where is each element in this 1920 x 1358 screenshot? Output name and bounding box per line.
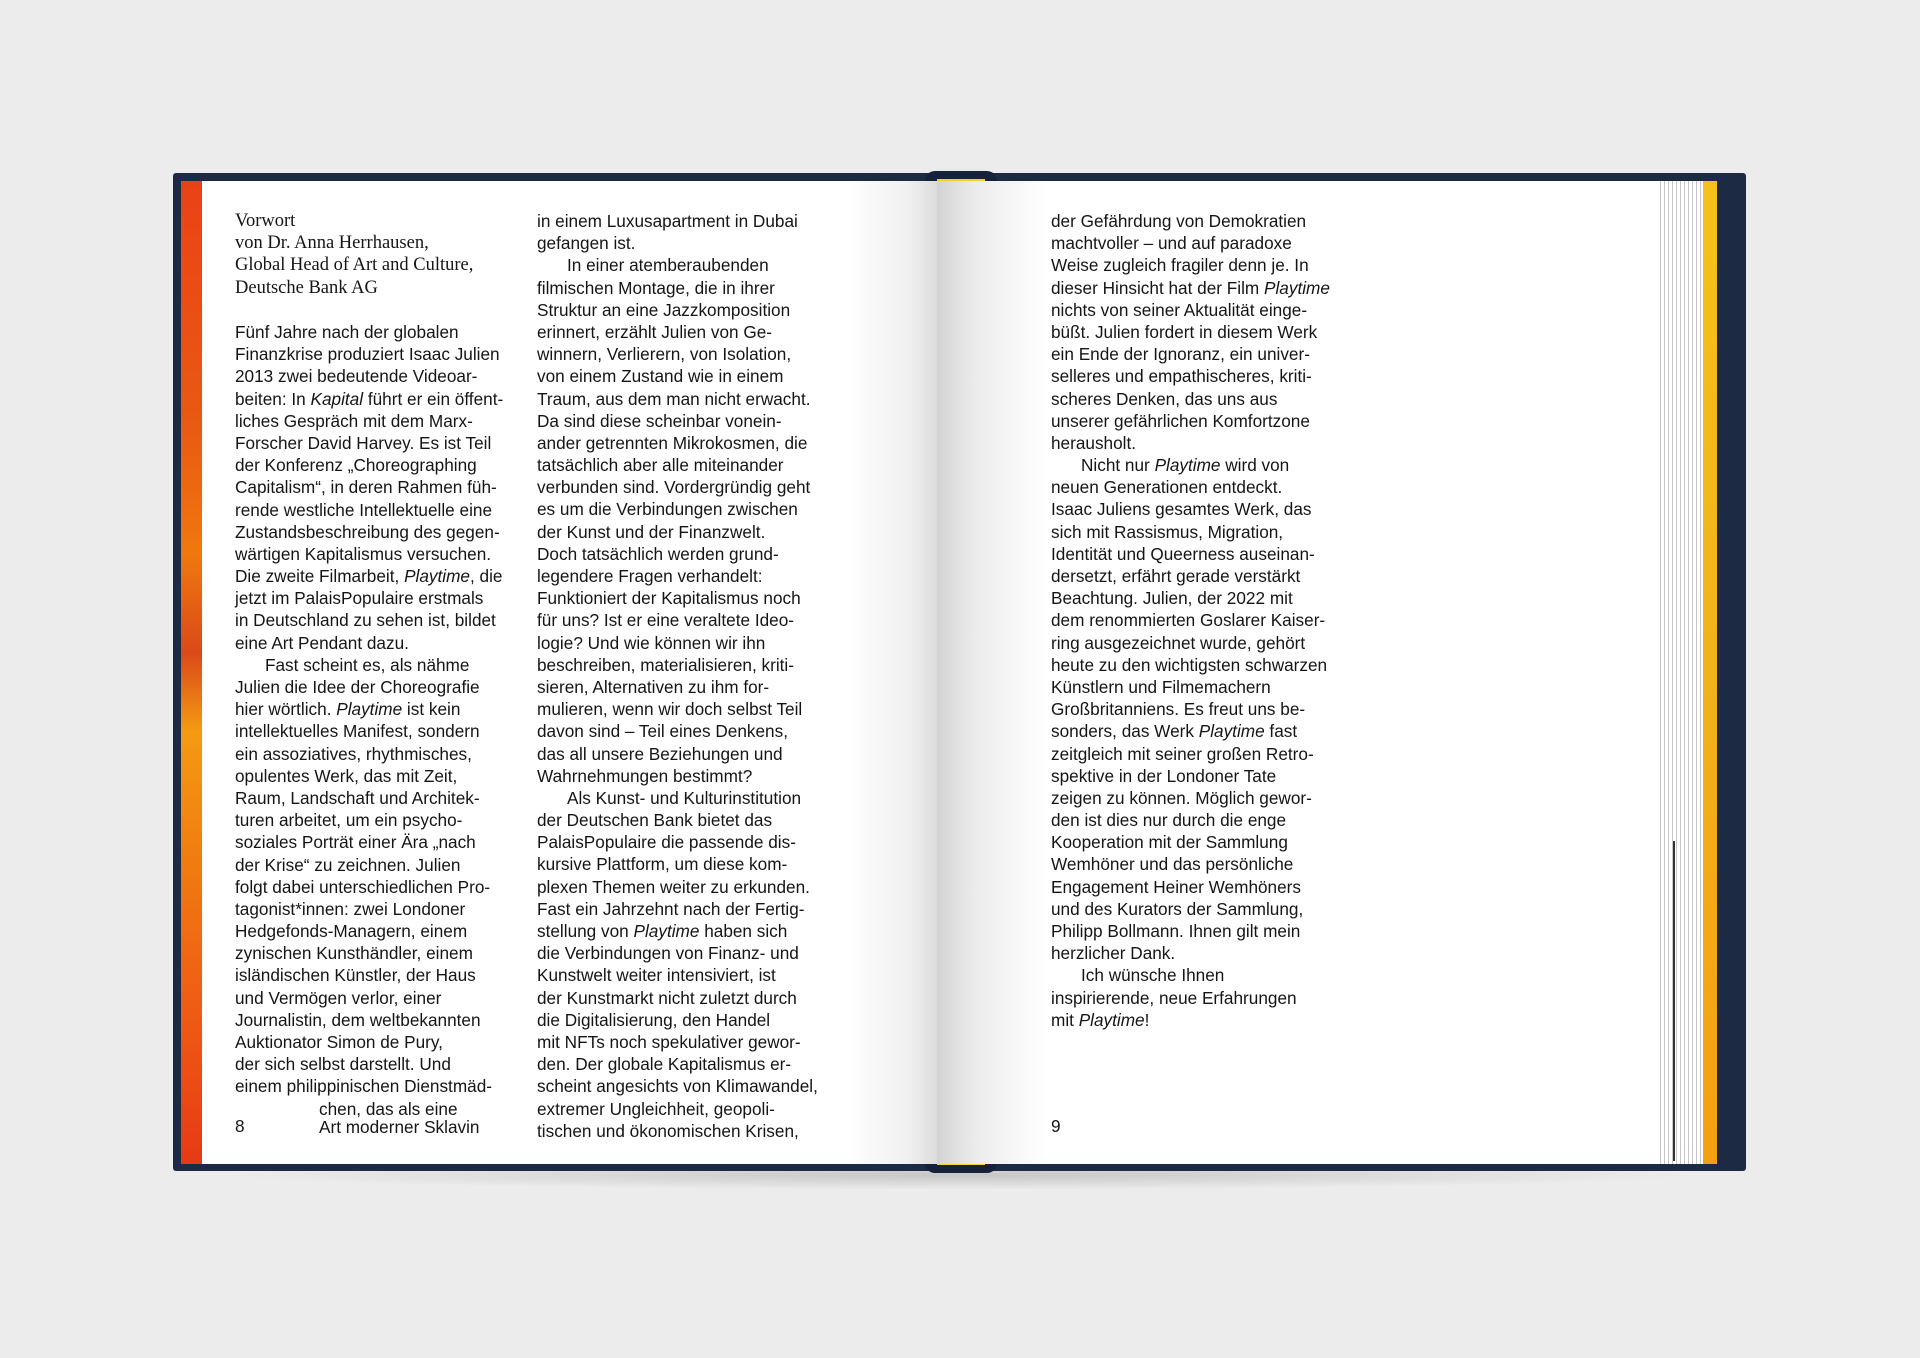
text-line: kursive Plattform, um diese kom-	[537, 854, 788, 875]
text-segment: ist kein	[402, 699, 461, 720]
text-line: tagonist*innen: zwei Londoner	[235, 898, 466, 919]
text-line: Als Kunst- und Kulturinstitution	[567, 787, 802, 808]
title-italic: Playtime	[1154, 455, 1221, 476]
text-line: rende westliche Intellektuelle eine	[235, 499, 493, 520]
text-line: Doch tatsächlich werden grund-	[537, 543, 779, 564]
text-line: der Kunst und der Finanzwelt.	[537, 521, 766, 542]
text-line: sieren, Alternativen zu ihm for-	[537, 676, 770, 697]
text-segment: mit	[1051, 1009, 1079, 1030]
text-line: mit NFTs noch spekulativer gewor-	[537, 1031, 801, 1052]
text-segment: Nicht nur	[1081, 455, 1155, 476]
text-segment: stellung von	[537, 921, 634, 941]
text-line: liches Gespräch mit dem Marx-	[235, 410, 473, 431]
text-line	[235, 388, 503, 410]
text-segment: beiten: In	[235, 388, 311, 409]
text-line: In einer atemberaubenden	[567, 255, 769, 276]
text-line: PalaisPopulaire die passende dis-	[537, 832, 796, 853]
text-line: von einem Zustand wie in einem	[537, 366, 784, 387]
text-line: inspirierende, neue Erfahrungen	[1051, 987, 1297, 1008]
text-line: es um die Verbindungen zwischen	[537, 499, 798, 520]
text-line: und des Kurators der Sammlung,	[1051, 898, 1304, 919]
text-line: opulentes Werk, das mit Zeit,	[235, 765, 458, 786]
text-line: der Gefährdung von Demokratien	[1051, 211, 1307, 231]
text-line: filmischen Montage, die in ihrer	[537, 277, 775, 298]
text-line: für uns? Ist er eine veraltete Ideo-	[537, 610, 794, 631]
text-line: davon sind – Teil eines Denkens,	[537, 721, 788, 742]
title-italic: Playtime	[404, 566, 470, 587]
text-line: ein Ende der Ignoranz, ein univer-	[1051, 344, 1310, 365]
text-segment: dieser Hinsicht hat der Film	[1051, 277, 1265, 298]
text-line: sich mit Rassismus, Migration,	[1051, 521, 1284, 542]
text-line: Isaac Juliens gesamtes Werk, das	[1051, 499, 1312, 520]
text-line: Struktur an eine Jazzkomposition	[537, 299, 791, 320]
text-segment: !	[1144, 1009, 1150, 1030]
title-italic: Kapital	[310, 388, 364, 409]
text-line: 2013 zwei bedeutende Videoar-	[235, 366, 478, 387]
text-line: Art moderner Sklavin	[319, 1117, 480, 1137]
text-line: Funktioniert der Kapitalismus noch	[537, 588, 801, 609]
text-line: mulieren, wenn wir doch selbst Teil	[537, 699, 803, 720]
text-line: in einem Luxusapartment in Dubai	[537, 211, 798, 231]
text-line: heute zu den wichtigsten schwarzen	[1051, 654, 1328, 675]
text-line: selleres und empathischeres, kriti-	[1051, 366, 1312, 387]
text-line	[235, 565, 503, 587]
text-line: Forscher David Harvey. Es ist Teil	[235, 432, 492, 453]
text-line: Raum, Landschaft und Architek-	[235, 787, 480, 808]
text-line: Identität und Queerness auseinan-	[1051, 543, 1315, 564]
text-line	[235, 698, 503, 720]
text-line	[1051, 277, 1330, 299]
text-line: jetzt im PalaisPopulaire erstmals	[235, 588, 484, 609]
left-page	[181, 181, 937, 1164]
text-line: die Digitalisierung, den Handel	[537, 1009, 771, 1030]
text-line: Julien die Idee der Choreografie	[235, 677, 480, 697]
text-line: der Konferenz „Choreographing	[235, 455, 477, 476]
text-line: folgt dabei unterschiedlichen Pro-	[235, 876, 491, 897]
left-page-color-edge	[181, 181, 202, 1164]
text-line: erinnert, erzählt Julien von Ge-	[537, 321, 773, 342]
text-line: tischen und ökonomischen Krisen,	[537, 1120, 799, 1141]
title-italic: Playtime	[336, 699, 403, 720]
text-line: extremer Ungleichheit, geopoli-	[537, 1098, 775, 1119]
text-line: Kooperation mit der Sammlung	[1051, 832, 1288, 853]
text-line: intellektuelles Manifest, sondern	[235, 721, 480, 742]
text-line: dersetzt, erfährt gerade verstärkt	[1051, 566, 1301, 586]
text-line: chen, das als eine	[319, 1098, 458, 1119]
title-italic: Playtime	[1078, 1009, 1145, 1030]
text-line: Zustandsbeschreibung des gegen-	[235, 521, 500, 542]
title-italic: Playtime	[1198, 721, 1265, 742]
text-segment: sonders, das Werk	[1051, 721, 1199, 742]
text-line: ein assoziatives, rhythmisches,	[235, 743, 472, 764]
foreword-heading	[235, 210, 473, 299]
text-line: in Deutschland zu sehen ist, bildet	[235, 610, 496, 631]
text-line: Wahrnehmungen bestimmt?	[537, 765, 753, 786]
text-line: der Krise“ zu zeichnen. Julien	[235, 854, 461, 875]
text-line: beschreiben, materialisieren, kriti-	[537, 654, 794, 675]
text-line: der Deutschen Bank bietet das	[537, 810, 773, 831]
text-line: das all unsere Beziehungen und	[537, 743, 783, 764]
text-line: ring ausgezeichnet wurde, gehört	[1051, 632, 1306, 653]
text-line: herzlicher Dank.	[1051, 943, 1176, 964]
text-line: der sich selbst darstellt. Und	[235, 1054, 451, 1075]
text-line: Da sind diese scheinbar vonein-	[537, 410, 782, 431]
text-segment: hier wörtlich.	[235, 699, 337, 720]
text-line: plexen Themen weiter zu erkunden.	[537, 876, 810, 897]
text-line: Capitalism“, in deren Rahmen füh-	[235, 477, 497, 498]
text-line: verbunden sind. Vordergründig geht	[537, 477, 811, 498]
text-line: Engagement Heiner Wemhöners	[1051, 876, 1301, 897]
text-line: Beachtung. Julien, der 2022 mit	[1051, 588, 1293, 609]
text-segment: Die zweite Filmarbeit,	[235, 566, 405, 587]
text-line: Hedgefonds-Managern, einem	[235, 921, 468, 942]
text-line: legendere Fragen verhandelt:	[537, 566, 763, 586]
heading-line: von Dr. Anna Herrhausen,	[235, 233, 429, 254]
text-line: dem renommierten Goslarer Kaiser-	[1051, 610, 1326, 631]
text-line	[537, 920, 818, 942]
text-line: zeitgleich mit seiner großen Retro-	[1051, 743, 1314, 764]
text-line: turen arbeitet, um ein psycho-	[235, 810, 463, 831]
text-line: tatsächlich aber alle miteinander	[537, 455, 784, 476]
text-segment: fast	[1264, 721, 1298, 742]
text-segment: , die	[469, 566, 503, 587]
heading-line: Vorwort	[235, 211, 296, 231]
text-line: den ist dies nur durch die enge	[1051, 810, 1287, 831]
text-line: Kunstwelt weiter intensiviert, ist	[537, 965, 776, 986]
page-stack-marker	[1673, 841, 1675, 1161]
text-line: und Vermögen verlor, einer	[235, 987, 442, 1008]
left-text-column-1	[235, 321, 503, 1120]
heading-line: Global Head of Art and Culture,	[235, 255, 474, 276]
title-italic: Playtime	[1264, 277, 1330, 298]
text-line: soziales Porträt einer Ära „nach	[235, 832, 476, 853]
text-line	[1051, 720, 1330, 742]
text-line: Fast ein Jahrzehnt nach der Fertig-	[537, 898, 805, 919]
text-line: gefangen ist.	[537, 233, 636, 254]
text-line	[1051, 1009, 1330, 1031]
text-line: einem philippinischen Dienstmäd-	[235, 1076, 492, 1097]
text-line	[1051, 454, 1330, 476]
text-segment: wird von	[1220, 455, 1290, 476]
title-italic: Playtime	[633, 921, 700, 941]
page-number-right: 9	[1051, 1116, 1061, 1136]
text-line: Finanzkrise produziert Isaac Julien	[235, 344, 500, 365]
text-line: wärtigen Kapitalismus versuchen.	[235, 543, 492, 564]
text-line: Künstlern und Filmemachern	[1051, 676, 1271, 697]
text-line: ander getrennten Mikrokosmen, die	[537, 432, 808, 453]
heading-line: Deutsche Bank AG	[235, 277, 378, 298]
text-line: den. Der globale Kapitalismus er-	[537, 1054, 792, 1075]
text-line: machtvoller – und auf paradoxe	[1051, 233, 1292, 254]
text-line: zynischen Kunsthändler, einem	[235, 943, 473, 964]
text-line: Weise zugleich fragiler denn je. In	[1051, 255, 1309, 276]
text-line: spektive in der Londoner Tate	[1051, 765, 1277, 786]
left-text-column-2	[537, 210, 818, 1142]
text-line: Journalistin, dem weltbekannten	[235, 1009, 481, 1030]
text-line: Ich wünsche Ihnen	[1081, 965, 1225, 986]
text-line: Großbritanniens. Es freut uns be-	[1051, 699, 1306, 720]
text-line: Wemhöner und das persönliche	[1051, 854, 1294, 875]
text-line: Fast scheint es, als nähme	[265, 654, 470, 675]
text-line: isländischen Künstler, der Haus	[235, 965, 476, 986]
text-segment: führt er ein öffent-	[363, 388, 504, 409]
page-number-left: 8	[235, 1116, 245, 1136]
text-line: die Verbindungen von Finanz- und	[537, 943, 799, 964]
right-page	[937, 181, 1717, 1164]
text-line: scheint angesichts von Klimawandel,	[537, 1076, 818, 1097]
text-segment: haben sich	[699, 921, 788, 941]
text-line: büßt. Julien fordert in diesem Werk	[1051, 321, 1318, 342]
text-line: Fünf Jahre nach der globalen	[235, 322, 459, 342]
text-line: unserer gefährlichen Komfortzone	[1051, 410, 1310, 431]
last-line-left	[319, 1116, 479, 1138]
text-line: neuen Generationen entdeckt.	[1051, 477, 1283, 498]
text-line: zeigen zu können. Möglich gewor-	[1051, 787, 1312, 808]
text-line: Auktionator Simon de Pury,	[235, 1032, 443, 1052]
text-line: nichts von seiner Aktualität einge-	[1051, 299, 1308, 320]
right-page-color-edge	[1703, 181, 1717, 1164]
text-line: herausholt.	[1051, 432, 1137, 453]
text-line: Traum, aus dem man nicht erwacht.	[537, 388, 811, 409]
text-line: Philipp Bollmann. Ihnen gilt mein	[1051, 921, 1301, 941]
right-text-column	[1051, 210, 1330, 1031]
text-line: der Kunstmarkt nicht zuletzt durch	[537, 987, 797, 1008]
text-line: logie? Und wie können wir ihn	[537, 632, 766, 653]
text-line: eine Art Pendant dazu.	[235, 632, 409, 653]
text-line: winnern, Verlierern, von Isolation,	[537, 344, 792, 365]
text-line: scheres Denken, das uns aus	[1051, 388, 1278, 409]
